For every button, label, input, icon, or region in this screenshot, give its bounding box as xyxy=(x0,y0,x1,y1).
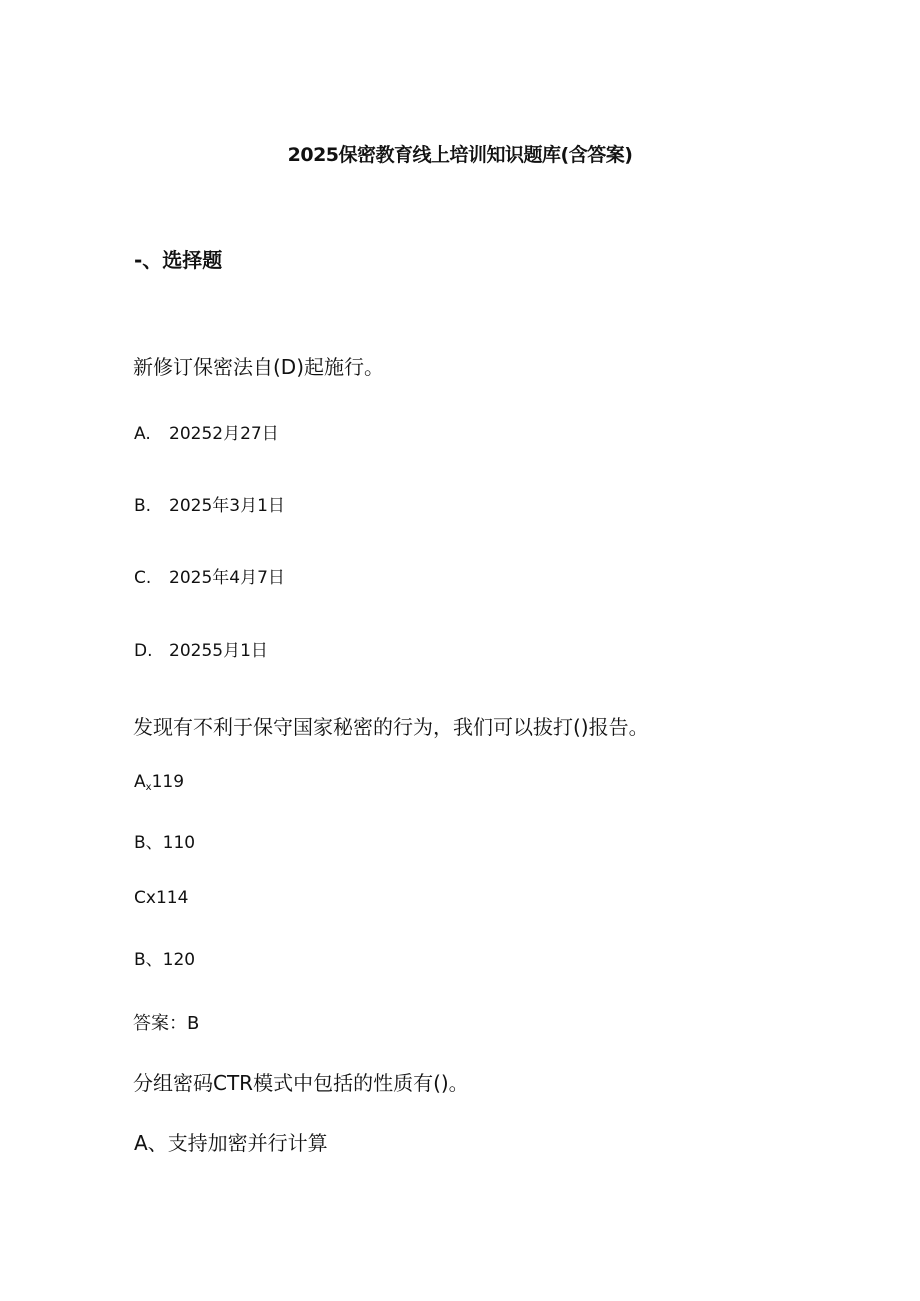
option-letter-subscript: x xyxy=(145,782,152,793)
option-prefix: A、 xyxy=(134,1131,168,1155)
q2-option-d xyxy=(134,952,195,969)
q2-option-a xyxy=(134,774,184,793)
option-text: 2025年3月1日 xyxy=(169,496,285,516)
option-text: 120 xyxy=(162,950,196,970)
option-text: 119 xyxy=(151,772,185,792)
option-text: 支持加密并行计算 xyxy=(167,1131,328,1155)
option-prefix: B、 xyxy=(134,950,163,970)
option-letter: A xyxy=(134,772,146,792)
question-1-text: 新修订保密法自(D)起施行。 xyxy=(133,355,385,379)
document-title: 2025保密教育线上培训知识题库(含答案) xyxy=(287,144,633,166)
option-prefix: B、 xyxy=(134,833,163,853)
q3-option-a xyxy=(134,1133,328,1153)
q1-option-a xyxy=(134,426,279,443)
option-letter: D. xyxy=(134,641,153,661)
section-heading: -、选择题 xyxy=(134,248,223,272)
q1-option-c xyxy=(134,570,285,587)
option-text: 20255月1日 xyxy=(169,641,268,661)
option-letter: C. xyxy=(134,568,152,588)
q2-answer: 答案：B xyxy=(133,1013,200,1034)
q1-option-d xyxy=(134,643,268,660)
option-text: 114 xyxy=(155,888,189,908)
option-letter: A. xyxy=(134,424,151,444)
option-text: 110 xyxy=(162,833,196,853)
q1-option-b xyxy=(134,498,285,515)
question-3-text: 分组密码CTR模式中包括的性质有()。 xyxy=(133,1071,469,1095)
option-text: 20252月27日 xyxy=(169,424,279,444)
q2-option-c xyxy=(134,890,188,907)
question-2-text: 发现有不利于保守国家秘密的行为，我们可以拔打()报告。 xyxy=(133,715,649,739)
option-prefix: Cx xyxy=(134,888,156,908)
option-letter: B. xyxy=(134,496,152,516)
option-text: 2025年4月7日 xyxy=(169,568,285,588)
q2-option-b xyxy=(134,835,195,852)
